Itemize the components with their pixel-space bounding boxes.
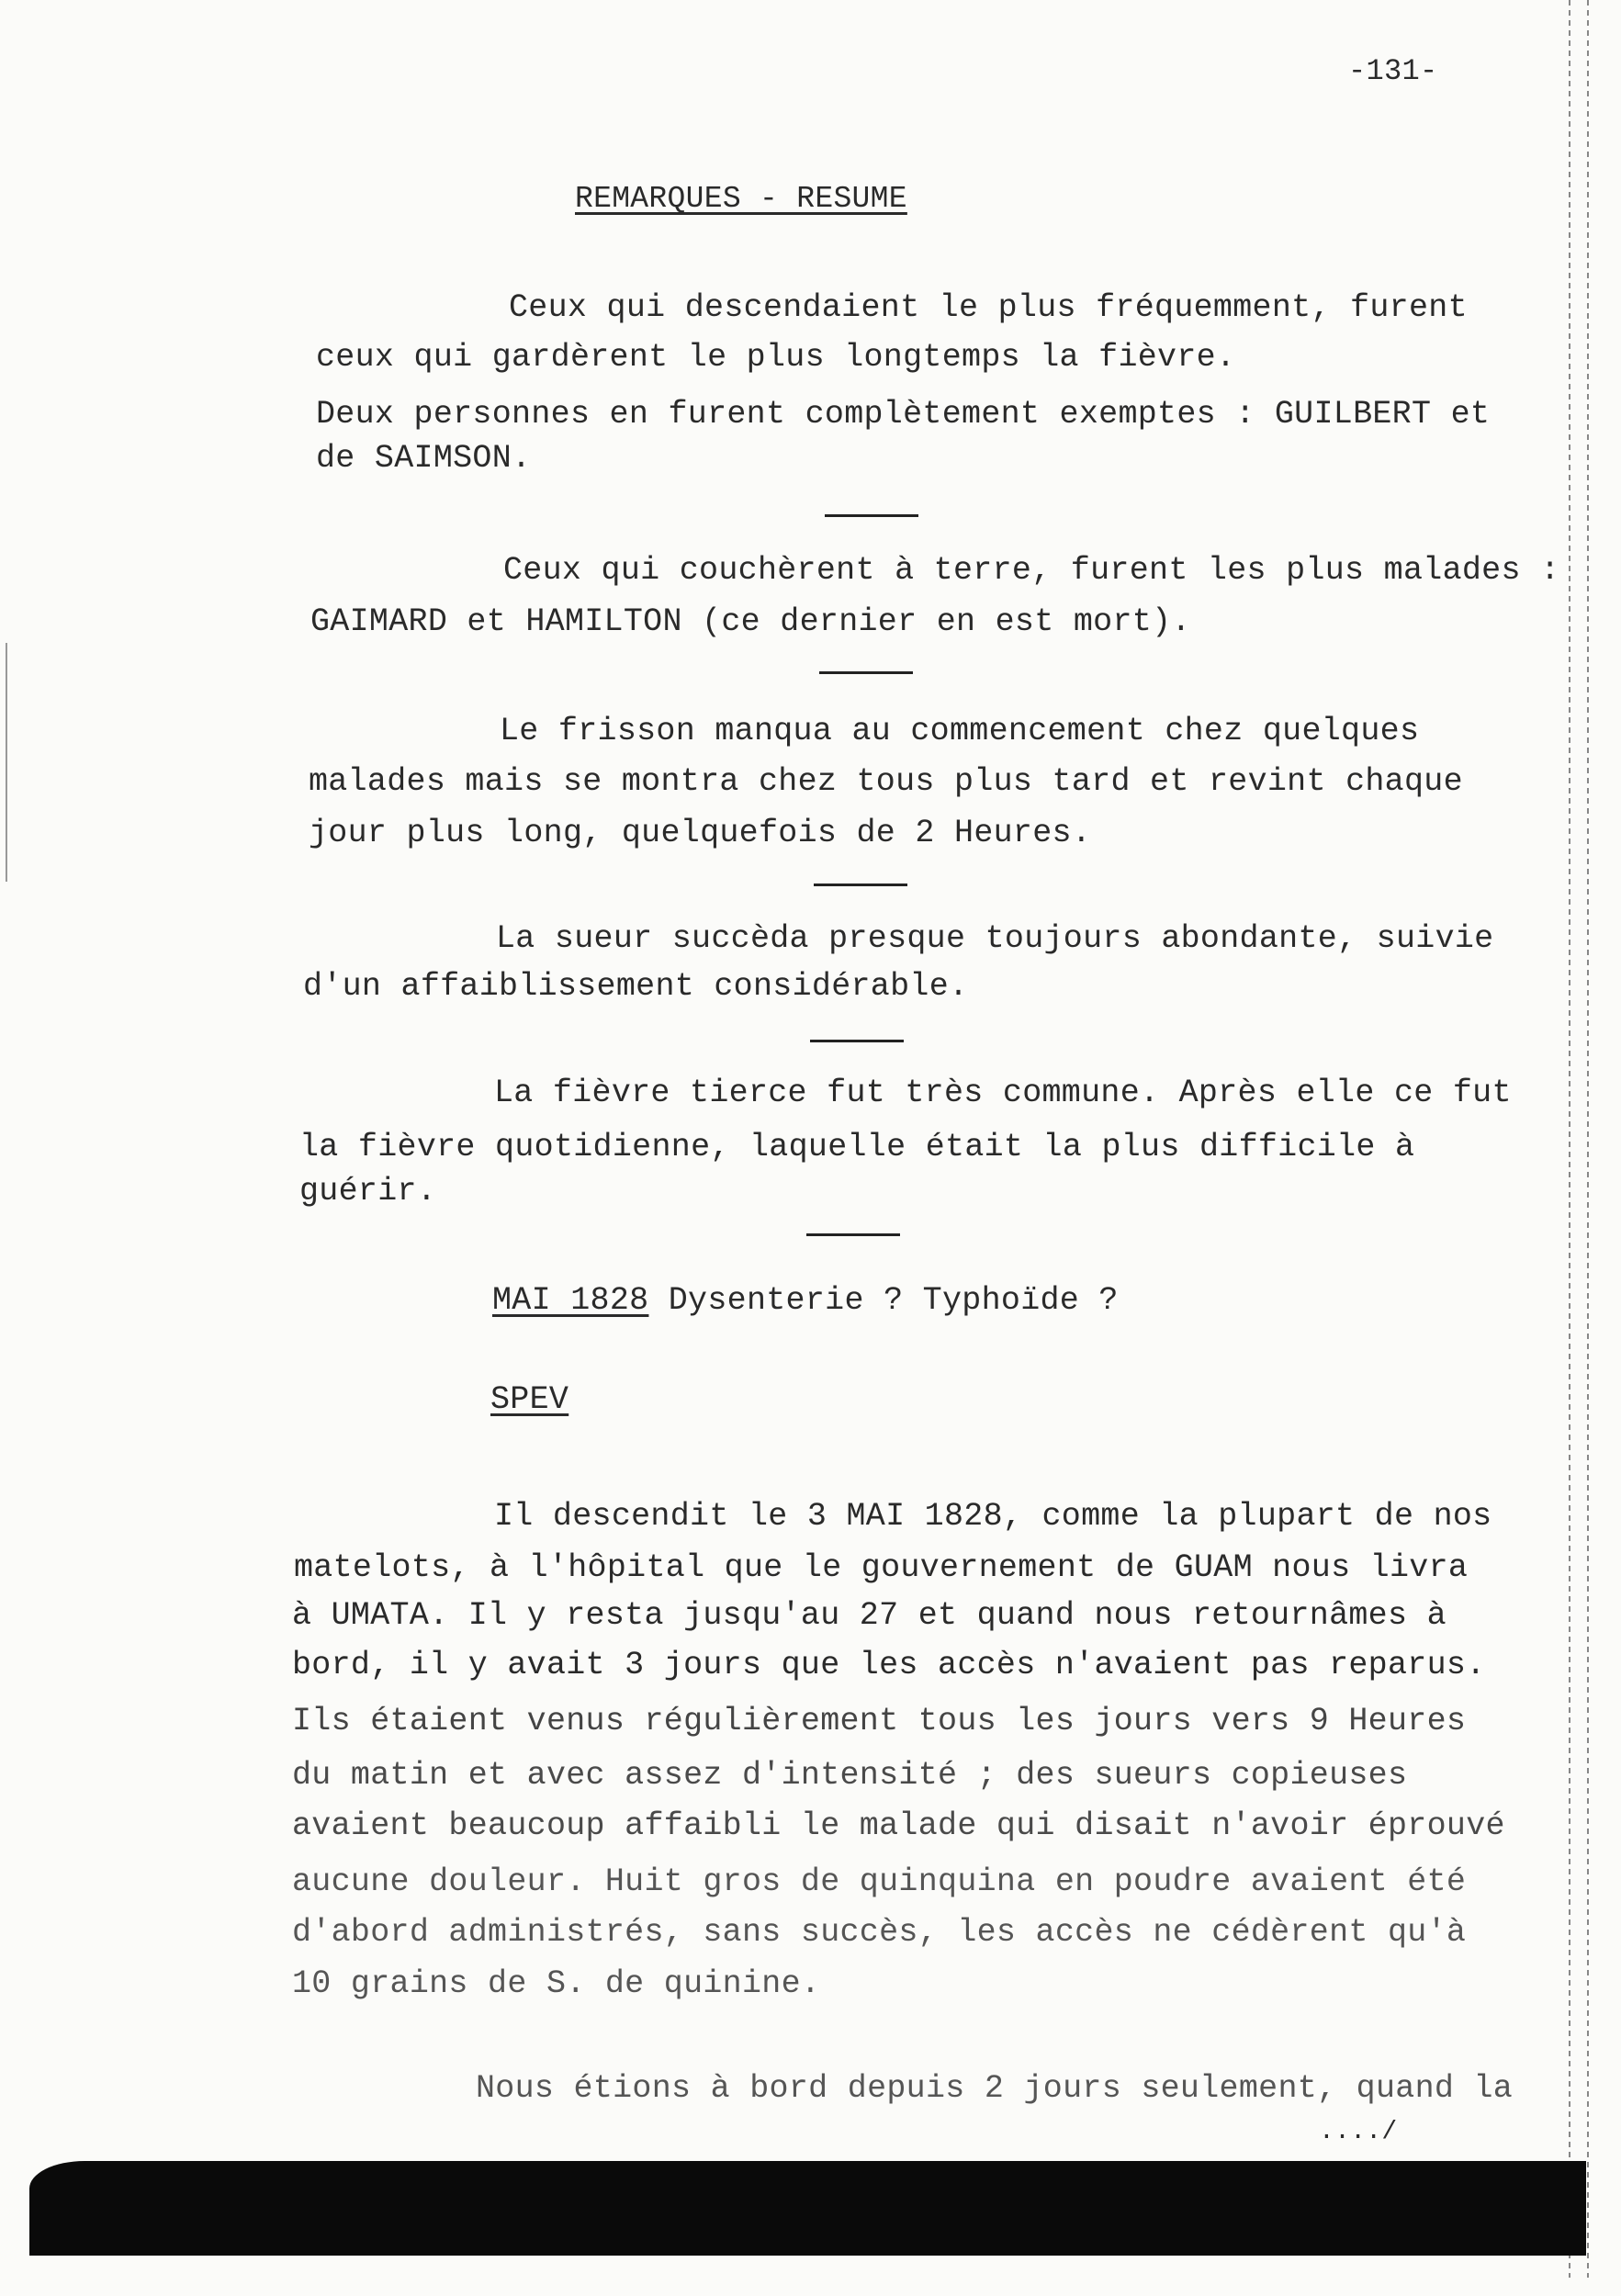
- page-number: -131-: [1348, 54, 1438, 88]
- text-line: à UMATA. Il y resta jusqu'au 27 et quand nous retournâmes à: [292, 1597, 1447, 1634]
- text-line: Deux personnes en furent complètement exemptes : GUILBERT et: [316, 396, 1491, 433]
- text-line: aucune douleur. Huit gros de quinquina en poudre avaient été: [292, 1863, 1467, 1900]
- text-line: la fièvre quotidienne, laquelle était la plus difficile à: [299, 1129, 1415, 1165]
- section-heading: [492, 1282, 1119, 1319]
- text-line: jour plus long, quelquefois de 2 Heures.: [309, 815, 1092, 851]
- continuation-mark: ..../: [1319, 2118, 1398, 2146]
- text-line: d'un affaiblissement considérable.: [303, 968, 969, 1005]
- text-line: avaient beaucoup affaibli le malade qui disait n'avoir éprouvé: [292, 1807, 1505, 1844]
- separator: [810, 1040, 904, 1042]
- text-line: ceux qui gardèrent le plus longtemps la fièvre.: [316, 339, 1236, 376]
- text-line: guérir.: [299, 1173, 437, 1210]
- text-line: Ils étaient venus régulièrement tous les jours vers 9 Heures: [292, 1703, 1467, 1739]
- text-line: Il descendit le 3 MAI 1828, comme la plupart de nos: [494, 1498, 1492, 1535]
- text-line: d'abord administrés, sans succès, les accès ne cédèrent qu'à: [292, 1914, 1467, 1951]
- text-line: du matin et avec assez d'intensité ; des sueurs copieuses: [292, 1757, 1408, 1794]
- text-line: La fièvre tierce fut très commune. Après elle ce fut: [494, 1075, 1512, 1111]
- text-line: bord, il y avait 3 jours que les accès n'avaient pas reparus.: [292, 1647, 1486, 1683]
- scan-edge: [1569, 0, 1570, 2278]
- text-line: La sueur succèda presque toujours abondante, suivie: [496, 920, 1494, 957]
- separator: [814, 884, 907, 886]
- separator: [825, 514, 918, 517]
- separator: [819, 671, 913, 674]
- text-line: Nous étions à bord depuis 2 jours seulement, quand la: [476, 2070, 1514, 2107]
- text-line: GAIMARD et HAMILTON (ce dernier en est mort).: [310, 603, 1191, 640]
- text-line: de SAIMSON.: [316, 440, 532, 477]
- section-date: MAI 1828: [492, 1282, 649, 1319]
- text-line: Le frisson manqua au commencement chez quelques: [500, 713, 1420, 749]
- scan-shadow-bar: [29, 2161, 1586, 2256]
- scan-edge: [1587, 0, 1589, 2278]
- scan-mark: [6, 643, 7, 882]
- patient-name: SPEV: [490, 1381, 569, 1418]
- text-line: Ceux qui descendaient le plus fréquemment, furent: [509, 289, 1468, 326]
- text-line: 10 grains de S. de quinine.: [292, 1965, 821, 2002]
- section-title: Dysenterie ? Typhoïde ?: [648, 1282, 1119, 1319]
- text-line: malades mais se montra chez tous plus tard et revint chaque: [309, 763, 1463, 800]
- text-line: matelots, à l'hôpital que le gouvernement de GUAM nous livra: [294, 1549, 1469, 1586]
- page-title: REMARQUES - RESUME: [575, 182, 907, 216]
- separator: [806, 1233, 900, 1236]
- text-line: Ceux qui couchèrent à terre, furent les plus malades :: [503, 552, 1560, 589]
